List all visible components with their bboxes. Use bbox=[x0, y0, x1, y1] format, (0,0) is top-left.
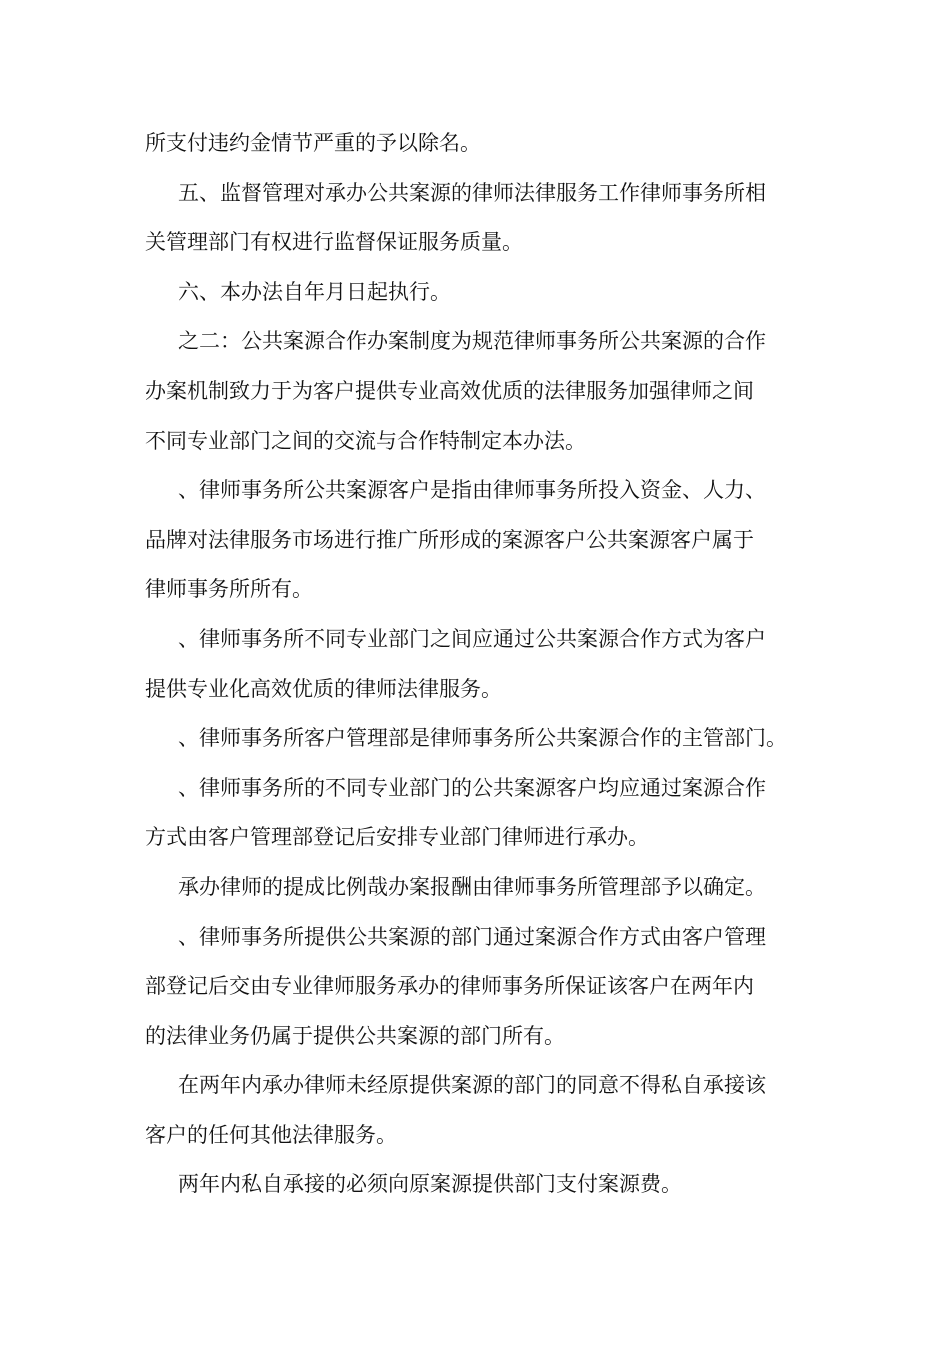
text-line: 、律师事务所提供公共案源的部门通过案源合作方式由客户管理 bbox=[178, 924, 766, 949]
text-line: 、律师事务所不同专业部门之间应通过公共案源合作方式为客户 bbox=[178, 626, 766, 651]
text-line: 品牌对法律服务市场进行推广所形成的案源客户公共案源客户属于 bbox=[145, 527, 754, 552]
text-line: 、律师事务所客户管理部是律师事务所公共案源合作的主管部门。 bbox=[178, 726, 787, 751]
text-line: 五、监督管理对承办公共案源的律师法律服务工作律师事务所相 bbox=[178, 180, 766, 205]
text-line: 在两年内承办律师未经原提供案源的部门的同意不得私自承接该 bbox=[178, 1073, 766, 1098]
text-line: 不同专业部门之间的交流与合作特制定本办法。 bbox=[145, 428, 586, 453]
text-line: 律师事务所所有。 bbox=[145, 577, 313, 602]
text-line: 、律师事务所的不同专业部门的公共案源客户均应通过案源合作 bbox=[178, 775, 766, 800]
document-body bbox=[145, 119, 787, 1210]
text-line: 所支付违约金情节严重的予以除名。 bbox=[145, 131, 481, 155]
text-line: 六、本办法自年月日起执行。 bbox=[178, 279, 451, 304]
text-line: 提供专业化高效优质的律师法律服务。 bbox=[145, 676, 502, 701]
text-line: 之二：公共案源合作办案制度为规范律师事务所公共案源的合作 bbox=[178, 329, 766, 354]
text-line: 的法律业务仍属于提供公共案源的部门所有。 bbox=[145, 1023, 565, 1048]
text-line: 办案机制致力于为客户提供专业高效优质的法律服务加强律师之间 bbox=[145, 378, 754, 403]
text-line: 承办律师的提成比例哉办案报酬由律师事务所管理部予以确定。 bbox=[178, 874, 766, 899]
text-line: 、律师事务所公共案源客户是指由律师事务所投入资金、人力、 bbox=[178, 478, 766, 503]
text-line: 关管理部门有权进行监督保证服务质量。 bbox=[145, 230, 523, 255]
text-line: 部登记后交由专业律师服务承办的律师事务所保证该客户在两年内 bbox=[145, 974, 754, 999]
text-line: 方式由客户管理部登记后安排专业部门律师进行承办。 bbox=[145, 825, 649, 850]
text-line: 两年内私自承接的必须向原案源提供部门支付案源费。 bbox=[178, 1172, 682, 1197]
text-line: 客户的任何其他法律服务。 bbox=[145, 1122, 397, 1147]
